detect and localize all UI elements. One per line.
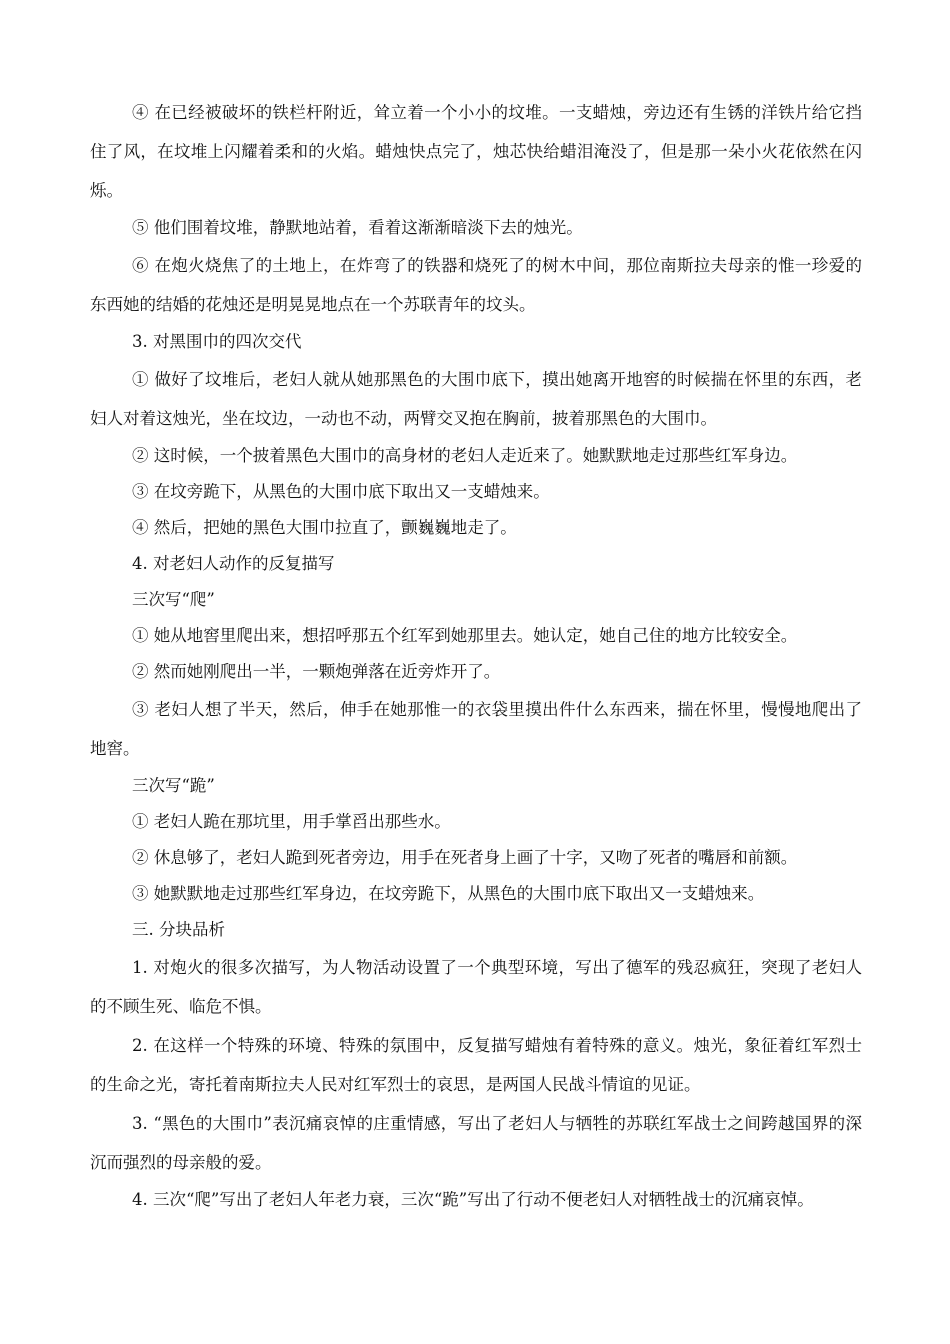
paragraph-kneel-3: ③ 她默默地走过那些红军身边，在坟旁跪下，从黑色的大围巾底下取出又一支蜡烛来。: [132, 884, 765, 903]
paragraph-scarf-3: ③ 在坟旁跪下，从黑色的大围巾底下取出又一支蜡烛来。: [132, 482, 550, 501]
paragraph-analysis-4: 4. 三次“爬”写出了老妇人年老力衰，三次“跪”写出了行动不便老妇人对牺牲战士的沉痛哀悼。: [132, 1190, 814, 1209]
paragraph-crawl-1: ① 她从地窖里爬出来，想招呼那五个红军到她那里去。她认定，她自己住的地方比较安全。: [132, 626, 798, 645]
paragraph-crawl-3: ③ 老妇人想了半天，然后，伸手在她那惟一的衣袋里摸出件什么东西来，揣在怀里，慢慢地爬出了地窖。: [90, 700, 862, 758]
paragraph-candle-4: ④ 在已经被破坏的铁栏杆附近，耸立着一个小小的坟堆。一支蜡烛，旁边还有生锈的洋铁片给它挡住了风，在坟堆上闪耀着柔和的火焰。蜡烛快点完了，烛芯快给蜡泪淹没了，但是那一朵小火花依然在闪烁。: [90, 103, 862, 200]
subheading-kneel: 三次写“跪”: [132, 776, 215, 795]
paragraph-analysis-3: 3. “黑色的大围巾”表沉痛哀悼的庄重情感，写出了老妇人与牺牲的苏联红军战士之间跨越国界的深沉而强烈的母亲般的爱。: [90, 1114, 862, 1172]
paragraph-scarf-4: ④ 然后，把她的黑色大围巾拉直了，颤巍巍地走了。: [132, 518, 517, 537]
paragraph-kneel-1: ① 老妇人跪在那坑里，用手掌舀出那些水。: [132, 812, 451, 831]
section-heading-repeated-actions: 4. 对老妇人动作的反复描写: [132, 554, 335, 573]
paragraph-analysis-1: 1. 对炮火的很多次描写，为人物活动设置了一个典型环境，写出了德军的残忍疯狂，突现了老妇人的不顾生死、临危不惧。: [90, 958, 862, 1016]
paragraph-kneel-2: ② 休息够了，老妇人跪到死者旁边，用手在死者身上画了十字，又吻了死者的嘴唇和前额。: [132, 848, 798, 867]
paragraph-scarf-1: ① 做好了坟堆后，老妇人就从她那黑色的大围巾底下，摸出她离开地窖的时候揣在怀里的东西，老妇人对着这烛光，坐在坟边，一动也不动，两臂交叉抱在胸前，披着那黑色的大围巾。: [90, 370, 862, 428]
section-heading-black-scarf: 3. 对黑围巾的四次交代: [132, 332, 302, 351]
paragraph-crawl-2: ② 然而她刚爬出一半，一颗炮弹落在近旁炸开了。: [132, 662, 501, 681]
paragraph-analysis-2: 2. 在这样一个特殊的环境、特殊的氛围中，反复描写蜡烛有着特殊的意义。烛光，象征着红军烈士的生命之光，寄托着南斯拉夫人民对红军烈士的哀思，是两国人民战斗情谊的见证。: [90, 1036, 862, 1094]
paragraph-candle-5: ⑤ 他们围着坟堆，静默地站着，看着这渐渐暗淡下去的烛光。: [132, 218, 583, 237]
document-body: [90, 93, 862, 1218]
paragraph-scarf-2: ② 这时候，一个披着黑色大围巾的高身材的老妇人走近来了。她默默地走过那些红军身边。: [132, 446, 798, 465]
section-heading-analysis: 三. 分块品析: [132, 920, 225, 939]
subheading-crawl: 三次写“爬”: [132, 590, 215, 609]
paragraph-candle-6: ⑥ 在炮火烧焦了的土地上，在炸弯了的铁器和烧死了的树木中间，那位南斯拉夫母亲的惟一珍爱的东西她的结婚的花烛还是明晃晃地点在一个苏联青年的坟头。: [90, 256, 862, 314]
